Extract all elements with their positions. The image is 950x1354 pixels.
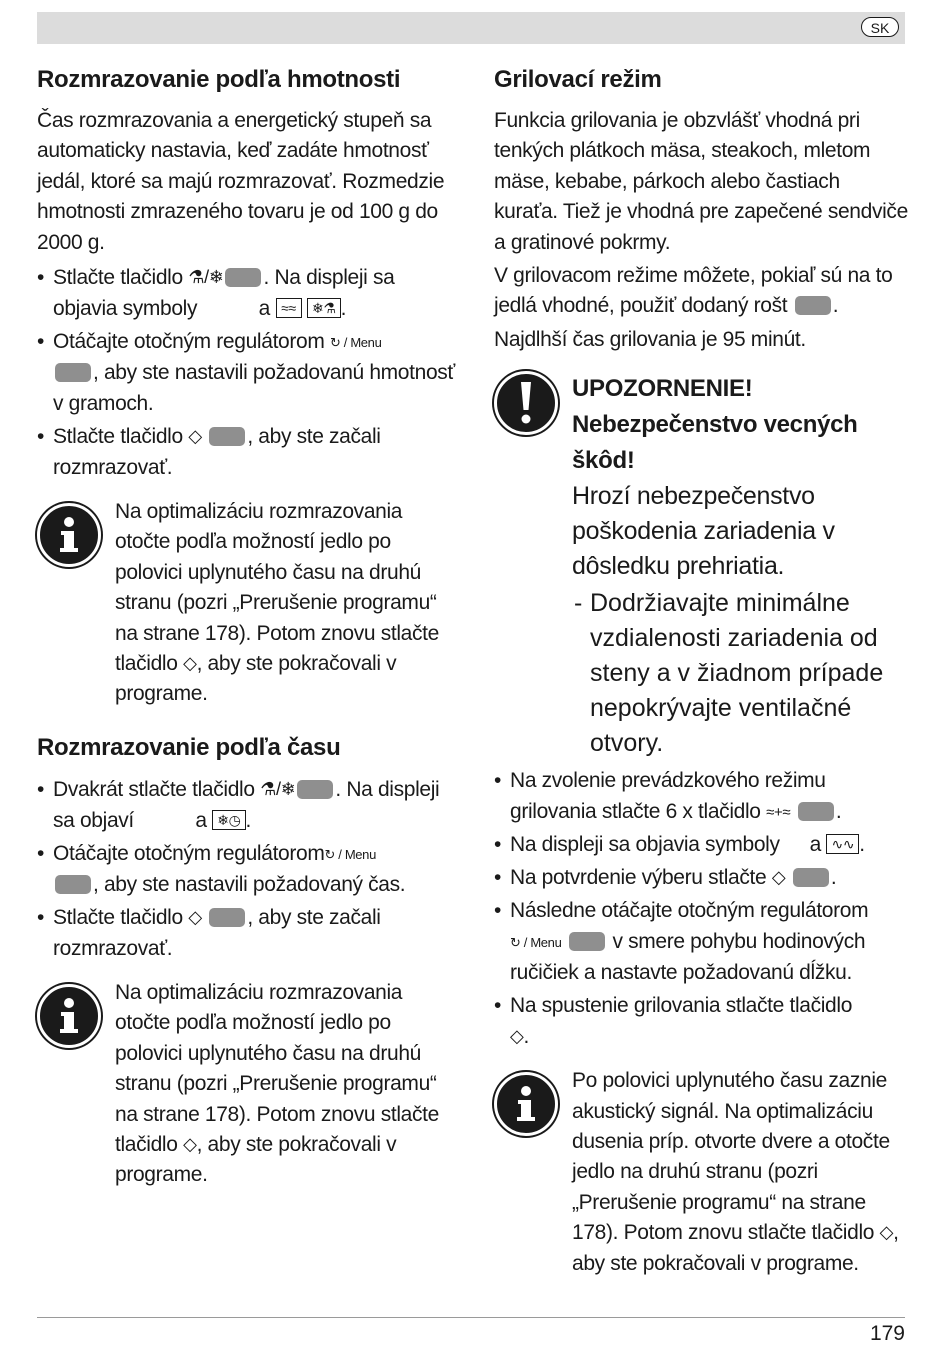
- dial-menu-icon: ↻ / Menu: [330, 335, 382, 351]
- grill-symbol-icon: ∿∿: [826, 834, 859, 854]
- start-diamond-icon: ◇: [183, 1133, 197, 1154]
- grill-combi-icon: ≈+≈: [766, 804, 791, 822]
- dial-key: [569, 932, 605, 951]
- time-symbol-icon: ❄◷: [212, 810, 245, 830]
- start-diamond-icon: ◇: [879, 1222, 894, 1243]
- weight-symbol-icon: ❄⚗: [307, 298, 341, 318]
- info-note: Na optimalizáciu rozmrazovania otočte podľa možností jedlo po polovici uplynutého času na druhú stranu (pozri „Prerušenie programu“ na strane 178). Potom znovu stlačte tlačidlo ◇, aby ste pokračovali v programe.: [37, 978, 457, 1191]
- warning-dash-item: - Dodržiavajte minimálne vzdialenosti zariadenia od steny a v žiadnom prípade nepokrývajte ventilačné otvory.: [572, 586, 908, 761]
- section-title-weight-defrost: Rozmrazovanie podľa hmotnosti: [37, 66, 401, 93]
- defrost-key: [225, 268, 261, 287]
- note-text: Na optimalizáciu rozmrazovania otočte podľa možností jedlo po polovici uplynutého času na druhú stranu (pozri „Prerušenie programu“ na strane 178). Potom znovu stlačte tlačidlo: [115, 980, 439, 1156]
- section-intro: Čas rozmrazovania a energetický stupeň sa automaticky nastavia, keď zadáte hmotnosť jedál, ktoré sa majú rozmrazovať. Rozmedzie hmotnosti zmrazeného tovaru je od 100 g do 2000 g.: [37, 109, 445, 254]
- list-item: • Stlačte tlačidlo ⚗/❄ . Na displeji sa objavia symboly a ≈≈ ❄⚗ .: [37, 262, 457, 324]
- start-key: [209, 427, 245, 446]
- note-text: Po polovici uplynutého času zaznie akustický signál. Na optimalizáciu dusenia príp. otvorte dvere a otočte jedlo na druhú stranu (pozri „Prerušenie programu“ na strane 178). Potom znovu stlačte tlačidlo: [572, 1069, 890, 1245]
- dial-menu-icon: ↻ / Menu: [510, 935, 562, 951]
- list-item: • Na zvolenie prevádzkového režimu grilovania stlačte 6 x tlačidlo ≈+≈ .: [494, 765, 908, 827]
- page-number: 179: [869, 1322, 905, 1345]
- warning-block: [494, 371, 908, 761]
- dial-menu-icon: ↻ / Menu: [324, 846, 376, 862]
- section-title-grill: Grilovací režim: [494, 66, 662, 93]
- instruction-list: [37, 262, 457, 483]
- grill-key: [798, 802, 834, 821]
- dial-key: [55, 875, 91, 894]
- defrost-weight-icon: ⚗/❄: [260, 778, 296, 799]
- start-diamond-icon: ◇: [188, 906, 202, 927]
- list-item: • Stlačte tlačidlo ◇ , aby ste začali rozmrazovať.: [37, 902, 457, 964]
- defrost-weight-icon: ⚗/❄: [188, 267, 224, 288]
- defrost-key: [297, 780, 333, 799]
- start-key: [793, 868, 829, 887]
- list-item: • Stlačte tlačidlo ◇ , aby ste začali rozmrazovať.: [37, 421, 457, 483]
- info-icon: [37, 984, 101, 1048]
- rack-key: [795, 296, 831, 315]
- section-title-time-defrost: Rozmrazovanie podľa času: [37, 733, 341, 761]
- info-icon: [37, 503, 101, 567]
- list-item: • Na displeji sa objavia symboly a ∿∿ .: [494, 829, 908, 860]
- grill-intro: Funkcia grilovania je obzvlášť vhodná pri tenkých plátkoch mäsa, steakoch, mletom mäse, kebabe, párkoch alebo častiach kuraťa. Tiež je vhodná pre zapečené sendviče a gratinové pokrmy.: [494, 109, 908, 254]
- right-column: [494, 64, 908, 1279]
- dial-key: [55, 363, 91, 382]
- info-icon: [494, 1072, 558, 1136]
- info-note: Po polovici uplynutého času zaznie akustický signál. Na optimalizáciu dusenia príp. otvorte dvere a otočte jedlo na druhú stranu (pozri „Prerušenie programu“ na strane 178). Potom znovu stlačte tlačidlo ◇, aby ste pokračovali v programe.: [494, 1066, 908, 1279]
- footer-divider: [37, 1317, 905, 1318]
- waves-symbol-icon: ≈≈: [276, 298, 302, 318]
- start-diamond-icon: ◇: [188, 426, 202, 447]
- warning-title: UPOZORNENIE!: [572, 375, 753, 403]
- list-item: • Otáčajte otočným regulátorom↻ / Menu , aby ste nastavili požadovaný čas.: [37, 838, 457, 900]
- left-column: [37, 64, 457, 1191]
- grill-max-time: Najdlhší čas grilovania je 95 minút.: [494, 327, 806, 351]
- language-badge: SK: [861, 17, 899, 37]
- warning-body: Hrozí nebezpečenstvo poškodenia zariadenia v dôsledku prehriatia.: [572, 482, 835, 581]
- info-note: Na optimalizáciu rozmrazovania otočte podľa možností jedlo po polovici uplynutého času na druhú stranu (pozri „Prerušenie programu“ na strane 178). Potom znovu stlačte tlačidlo ◇, aby ste pokračovali v programe.: [37, 497, 457, 710]
- start-diamond-icon: ◇: [771, 867, 786, 888]
- list-item: • Na spustenie grilovania stlačte tlačidlo ◇.: [494, 990, 908, 1052]
- header-bar: [37, 12, 905, 44]
- start-key: [209, 908, 245, 927]
- list-item: • Na potvrdenie výberu stlačte ◇ .: [494, 862, 908, 893]
- start-diamond-icon: ◇: [510, 1026, 524, 1047]
- list-item: • Dvakrát stlačte tlačidlo ⚗/❄ . Na displeji sa objaví a ❄◷ .: [37, 774, 457, 836]
- grill-rack-paragraph: V grilovacom režime môžete, pokiaľ sú na to jedlá vhodné, použiť dodaný rošt .: [494, 264, 893, 318]
- list-item: • Následne otáčajte otočným regulátorom ↻ / Menu v smere pohybu hodinových ručičiek a nastavte požadovanú dĺžku.: [494, 895, 908, 988]
- instruction-list: [494, 765, 908, 1052]
- note-text: Na optimalizáciu rozmrazovania otočte podľa možností jedlo po polovici uplynutého času na druhú stranu (pozri „Prerušenie programu“ na strane 178). Potom znovu stlačte tlačidlo: [115, 500, 439, 676]
- warning-subtitle: Nebezpečenstvo vecných škôd!: [572, 411, 858, 475]
- instruction-list: [37, 774, 457, 964]
- list-item: • Otáčajte otočným regulátorom ↻ / Menu , aby ste nastavili požadovanú hmotnosť v gramoch.: [37, 326, 457, 419]
- start-diamond-icon: ◇: [183, 653, 197, 674]
- exclamation-icon: [494, 371, 558, 435]
